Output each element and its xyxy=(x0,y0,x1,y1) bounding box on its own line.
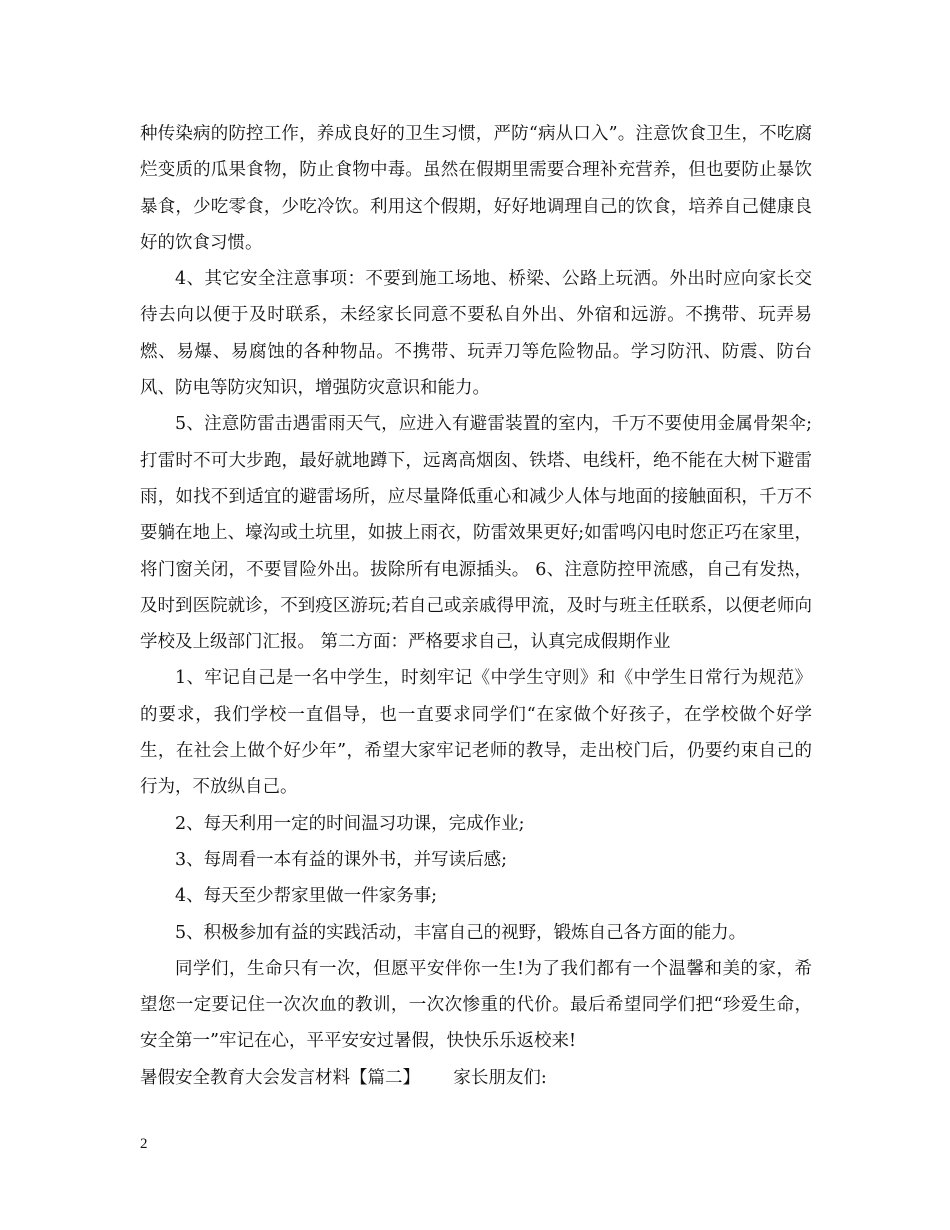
paragraph-housework: 4、每天至少帮家里做一件家务事; xyxy=(175,886,438,907)
page-number: 2 xyxy=(140,1136,148,1152)
paragraph-other-safety: 4、其它安全注意事项：不要到施工场地、桥梁、公路上玩洒。外出时应向家长交待去向以便于及时联系，未经家长同意不要私自外出、外宿和远游。不携带、玩弄易燃、易爆、易腐蚀的各种物品。不携带、玩弄刀等危险物品。学习防汛、防震、防台风、防电等防灾知识，增强防灾意识和能力。 xyxy=(140,269,812,399)
paragraph-student-code: 1、牢记自己是一名中学生，时刻牢记《中学生守则》和《中学生日常行为规范》的要求，我们学校一直倡导，也一直要求同学们“在家做个好孩子，在学校做个好学生，在社会上做个好少年”，希望大家牢记老师的教导，走出校门后，仍要约束自己的行为，不放纵自己。 xyxy=(140,668,812,798)
body-text xyxy=(140,116,812,1096)
paragraph-continued: 种传染病的防控工作，养成良好的卫生习惯，严防“病从口入”。注意饮食卫生，不吃腐烂变质的瓜果食物，防止食物中毒。虽然在假期里需要合理补充营养，但也要防止暴饮暴食，少吃零食，少吃冷饮。利用这个假期，好好地调理自己的饮食，培养自己健康良好的饮食习惯。 xyxy=(140,124,812,253)
paragraph-practice: 5、积极参加有益的实践活动，丰富自己的视野，锻炼自己各方面的能力。 xyxy=(175,922,747,943)
section-heading-part-two: 暑假安全教育大会发言材料【篇二】 家长朋友们: xyxy=(140,1067,547,1088)
paragraph-lightning-safety: 5、注意防雷击遇雷雨天气，应进入有避雷装置的室内，千万不要使用金属骨架伞;打雷时不可大步跑，最好就地蹲下，远离高烟囱、铁塔、电线杆，绝不能在大树下避雷雨，如找不到适宜的避雷场所，应尽量降低重心和减少人体与地面的接触面积，千万不要躺在地上、壕沟或土坑里，如披上雨衣，防雷效果更好;如雷鸣闪电时您正巧在家里，将门窗关闭，不要冒险外出。拔除所有电源插头。 6、注意防控甲流感，自己有发热，及时到医院就诊，不到疫区游玩;若自己或亲戚得甲流，及时与班主任联系，以便老师向学校及上级部门汇报。 第二方面：严格要求自己，认真完成假期作业 xyxy=(140,414,812,653)
paragraph-closing: 同学们，生命只有一次，但愿平安伴你一生!为了我们都有一个温馨和美的家，希望您一定要记住一次次血的教训，一次次惨重的代价。最后希望同学们把“珍爱生命，安全第一”牢记在心，平平安安过暑假，快快乐乐返校来! xyxy=(140,958,812,1052)
paragraph-homework: 2、每天利用一定的时间温习功课，完成作业; xyxy=(175,813,525,834)
paragraph-reading: 3、每周看一本有益的课外书，并写读后感; xyxy=(175,849,508,870)
